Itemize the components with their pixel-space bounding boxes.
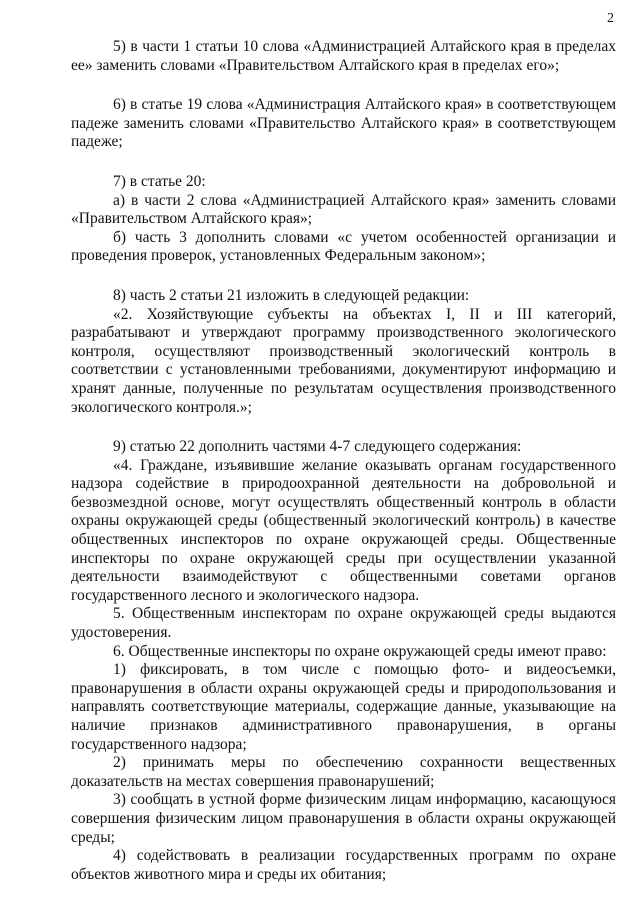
page-number: 2 (607, 11, 614, 26)
paragraph-right-3: 3) сообщать в устной форме физическим лицам информацию, касающуюся совершения физическим лицом правонарушения в области охраны окружающей среды; (71, 791, 616, 846)
paragraph-spacer (71, 266, 616, 287)
paragraph-right-2: 2) принимать меры по обеспечению сохранности вещественных доказательств на местах совершения правонарушений; (71, 754, 616, 790)
paragraph-item-8: 8) часть 2 статьи 21 изложить в следующей редакции: (113, 286, 470, 304)
paragraph-spacer (71, 152, 616, 173)
paragraph-article-22-part-5: 5. Общественным инспекторам по охране окружающей среды выдаются удостоверения. (71, 605, 616, 642)
paragraph-article-22-part-6: 6. Общественные инспекторы по охране окружающей среды имеют право: (113, 642, 607, 660)
document-body (71, 38, 616, 884)
paragraph-item-6: 6) в статье 19 слова «Администрация Алтайского края» в соответствующем падеже заменить словами «Правительство Алтайского края» в соответствующем падеже; (71, 96, 616, 151)
paragraph-right-4: 4) содействовать в реализации государственных программ по охране объектов животного мира и среды их обитания; (71, 847, 616, 883)
paragraph-spacer (71, 75, 616, 96)
paragraph-article-22-part-4: «4. Граждане, изъявившие желание оказывать органам государственного надзора содействие в природоохранной деятельности на добровольной и безвозмездной основе, могут осуществлять общественный контроль в области охраны окружающей среды (общественный экологический контроль) в качестве общественных инспекторов по охране окружающей среды. Общественные инспекторы по охране окружающей среды при осуществлении указанной деятельности взаимодействуют с общественными советами органов государственного лесного и экологического надзора. (71, 456, 616, 604)
paragraph-item-7b: б) часть 3 дополнить словами «с учетом особенностей организации и проведения проверок, установленных Федеральным законом»; (71, 228, 616, 265)
paragraph-item-9: 9) статью 22 дополнить частями 4-7 следующего содержания: (113, 438, 522, 456)
paragraph-item-5: 5) в части 1 статьи 10 слова «Администрацией Алтайского края в пределах ее» заменить словами «Правительством Алтайского края в пределах его»; (71, 38, 616, 74)
paragraph-item-7a: а) в части 2 слова «Администрацией Алтайского края» заменить словами «Правительством Алтайского края»; (71, 191, 616, 228)
paragraph-item-7: 7) в статье 20: (113, 172, 206, 190)
paragraph-spacer (71, 417, 616, 438)
paragraph-article-21-part-2: «2. Хозяйствующие субъекты на объектах I, II и III категорий, разрабатывают и утверждают программу производственного экологического контроля, осуществляют производственный экологический контроль в соответствии с установленными требованиями, документируют информацию и хранят данные, полученные по результатам осуществления производственного экологического контроля.»; (71, 305, 616, 416)
paragraph-right-1: 1) фиксировать, в том числе с помощью фото- и видеосъемки, правонарушения в области охраны окружающей среды и природопользования и направлять соответствующие материалы, содержащие данные, указывающие на наличие признаков административного правонарушения, в органы государственного надзора; (71, 661, 616, 753)
